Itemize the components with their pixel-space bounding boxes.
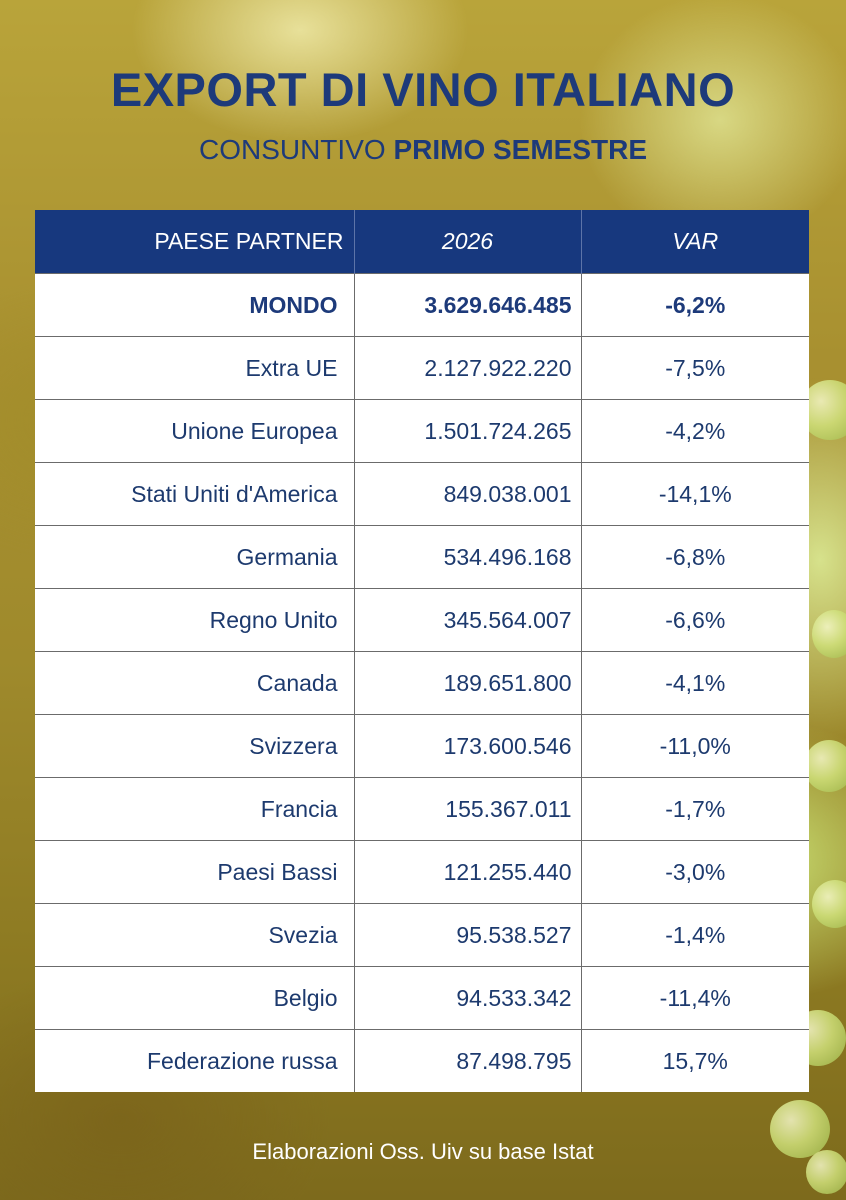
cell-country: MONDO — [35, 274, 354, 337]
cell-value: 1.501.724.265 — [354, 400, 581, 463]
cell-value: 345.564.007 — [354, 589, 581, 652]
cell-value: 3.629.646.485 — [354, 274, 581, 337]
cell-country: Paesi Bassi — [35, 841, 354, 904]
cell-var: -1,7% — [581, 778, 809, 841]
cell-var: 15,7% — [581, 1030, 809, 1093]
table-row — [35, 652, 809, 715]
cell-value: 2.127.922.220 — [354, 337, 581, 400]
table-header-row — [35, 210, 809, 274]
grape-decoration — [804, 740, 846, 792]
cell-country: Francia — [35, 778, 354, 841]
cell-country: Germania — [35, 526, 354, 589]
grape-decoration — [812, 610, 846, 658]
table-row — [35, 463, 809, 526]
cell-country: Regno Unito — [35, 589, 354, 652]
table-row — [35, 967, 809, 1030]
cell-value: 121.255.440 — [354, 841, 581, 904]
page-title: EXPORT DI VINO ITALIANO — [110, 63, 736, 116]
cell-value: 173.600.546 — [354, 715, 581, 778]
grape-decoration — [812, 880, 846, 928]
cell-country: Svezia — [35, 904, 354, 967]
cell-var: -4,2% — [581, 400, 809, 463]
table-row — [35, 337, 809, 400]
cell-var: -3,0% — [581, 841, 809, 904]
cell-var: -6,8% — [581, 526, 809, 589]
column-header-year: 2026 — [354, 210, 581, 274]
cell-var: -11,4% — [581, 967, 809, 1030]
cell-var: -6,2% — [581, 274, 809, 337]
cell-country: Canada — [35, 652, 354, 715]
cell-country: Unione Europea — [35, 400, 354, 463]
cell-var: -6,6% — [581, 589, 809, 652]
column-header-country: PAESE PARTNER — [35, 210, 354, 274]
table-row — [35, 778, 809, 841]
export-table — [35, 210, 809, 1092]
table-row — [35, 589, 809, 652]
cell-value: 534.496.168 — [354, 526, 581, 589]
subtitle-period: PRIMO SEMESTRE — [393, 134, 648, 165]
table-row — [35, 715, 809, 778]
cell-var: -7,5% — [581, 337, 809, 400]
cell-var: -14,1% — [581, 463, 809, 526]
column-header-var: VAR — [581, 210, 809, 274]
cell-country: Svizzera — [35, 715, 354, 778]
cell-value: 849.038.001 — [354, 463, 581, 526]
cell-country: Federazione russa — [35, 1030, 354, 1093]
table-row — [35, 526, 809, 589]
cell-value: 94.533.342 — [354, 967, 581, 1030]
cell-value: 155.367.011 — [354, 778, 581, 841]
cell-value: 189.651.800 — [354, 652, 581, 715]
table-row — [35, 400, 809, 463]
cell-var: -4,1% — [581, 652, 809, 715]
cell-country: Belgio — [35, 967, 354, 1030]
cell-value: 87.498.795 — [354, 1030, 581, 1093]
page-subtitle — [0, 134, 846, 166]
table-row — [35, 904, 809, 967]
table-row — [35, 841, 809, 904]
cell-var: -1,4% — [581, 904, 809, 967]
source-note: Elaborazioni Oss. Uiv su base Istat — [252, 1139, 594, 1164]
cell-value: 95.538.527 — [354, 904, 581, 967]
cell-country: Extra UE — [35, 337, 354, 400]
table-row-total — [35, 274, 809, 337]
subtitle-prefix: CONSUNTIVO — [198, 134, 394, 165]
table-row — [35, 1030, 809, 1093]
cell-country: Stati Uniti d'America — [35, 463, 354, 526]
cell-var: -11,0% — [581, 715, 809, 778]
